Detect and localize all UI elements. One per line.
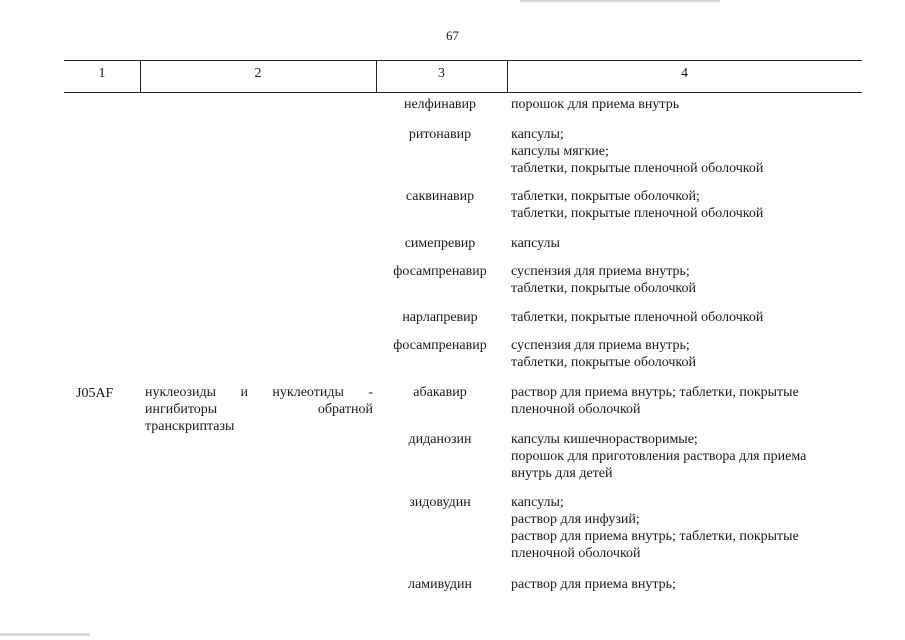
drug-name: ритонавир	[408, 127, 472, 142]
dosage-form: суспензия для приема внутрь;	[511, 264, 690, 279]
drug-name: абакавир	[413, 385, 467, 400]
group-name-line: нуклеозиды и нуклеотиды -	[145, 385, 373, 400]
dosage-form: таблетки, покрытые пленочной оболочкой	[511, 310, 764, 325]
scan-artifact	[520, 0, 720, 2]
header-col-3: 3	[438, 66, 445, 81]
drug-name: нарлапревир	[402, 310, 478, 325]
table-top-border	[64, 60, 862, 61]
dosage-forms	[511, 235, 851, 252]
drug-name: фосампренавир	[393, 264, 487, 279]
dosage-forms	[511, 96, 851, 113]
drug-name: нелфинавир	[403, 97, 477, 112]
dosage-form: таблетки, покрытые оболочкой	[511, 355, 697, 370]
drug-name: диданозин	[408, 432, 472, 447]
header-col-1: 1	[98, 66, 106, 81]
drug-name: зидовудин	[409, 495, 471, 510]
dosage-form: капсулы	[511, 236, 560, 251]
group-name-line: ингибиторы обратной	[145, 402, 373, 417]
drug-name: фосампренавир	[393, 338, 487, 353]
dosage-forms	[511, 337, 851, 371]
header-bottom-border	[64, 92, 862, 93]
group-name	[145, 384, 373, 435]
dosage-form: капсулы кишечнорастворимые;	[511, 432, 698, 447]
atc-code: J05AF	[76, 386, 114, 401]
dosage-form: суспензия для приема внутрь;	[511, 338, 690, 353]
header-col-4: 4	[681, 66, 688, 81]
dosage-form: раствор для приема внутрь; таблетки, покрытые	[511, 529, 799, 544]
group-name-line: транскриптазы	[145, 419, 235, 434]
dosage-form: пленочной оболочкой	[511, 546, 641, 561]
dosage-forms	[511, 576, 851, 593]
drug-name: саквинавир	[405, 189, 475, 204]
dosage-form: таблетки, покрытые оболочкой;	[511, 189, 700, 204]
dosage-forms	[511, 431, 851, 482]
dosage-forms	[511, 263, 851, 297]
dosage-form: раствор для инфузий;	[511, 512, 640, 527]
dosage-form: внутрь для детей	[511, 466, 613, 481]
dosage-form: раствор для приема внутрь; таблетки, покрытые	[511, 385, 799, 400]
dosage-form: капсулы;	[511, 495, 564, 510]
dosage-forms	[511, 384, 851, 418]
drug-name: симепревир	[404, 236, 476, 251]
header-col-2: 2	[254, 66, 262, 81]
dosage-forms	[511, 188, 851, 222]
dosage-form: порошок для приготовления раствора для приема	[511, 449, 807, 464]
dosage-form: таблетки, покрытые пленочной оболочкой	[511, 161, 764, 176]
page-number: 67	[446, 28, 459, 43]
dosage-form: раствор для приема внутрь;	[511, 577, 676, 592]
dosage-forms	[511, 126, 851, 177]
dosage-form: порошок для приема внутрь	[511, 97, 680, 112]
dosage-form: капсулы;	[511, 127, 564, 142]
dosage-form: капсулы мягкие;	[511, 144, 609, 159]
dosage-forms	[511, 309, 851, 326]
dosage-form: таблетки, покрытые оболочкой	[511, 281, 697, 296]
scan-artifact	[0, 633, 90, 636]
dosage-forms	[511, 494, 851, 562]
drug-name: ламивудин	[408, 577, 472, 592]
dosage-form: пленочной оболочкой	[511, 402, 641, 417]
dosage-form: таблетки, покрытые пленочной оболочкой	[511, 206, 764, 221]
